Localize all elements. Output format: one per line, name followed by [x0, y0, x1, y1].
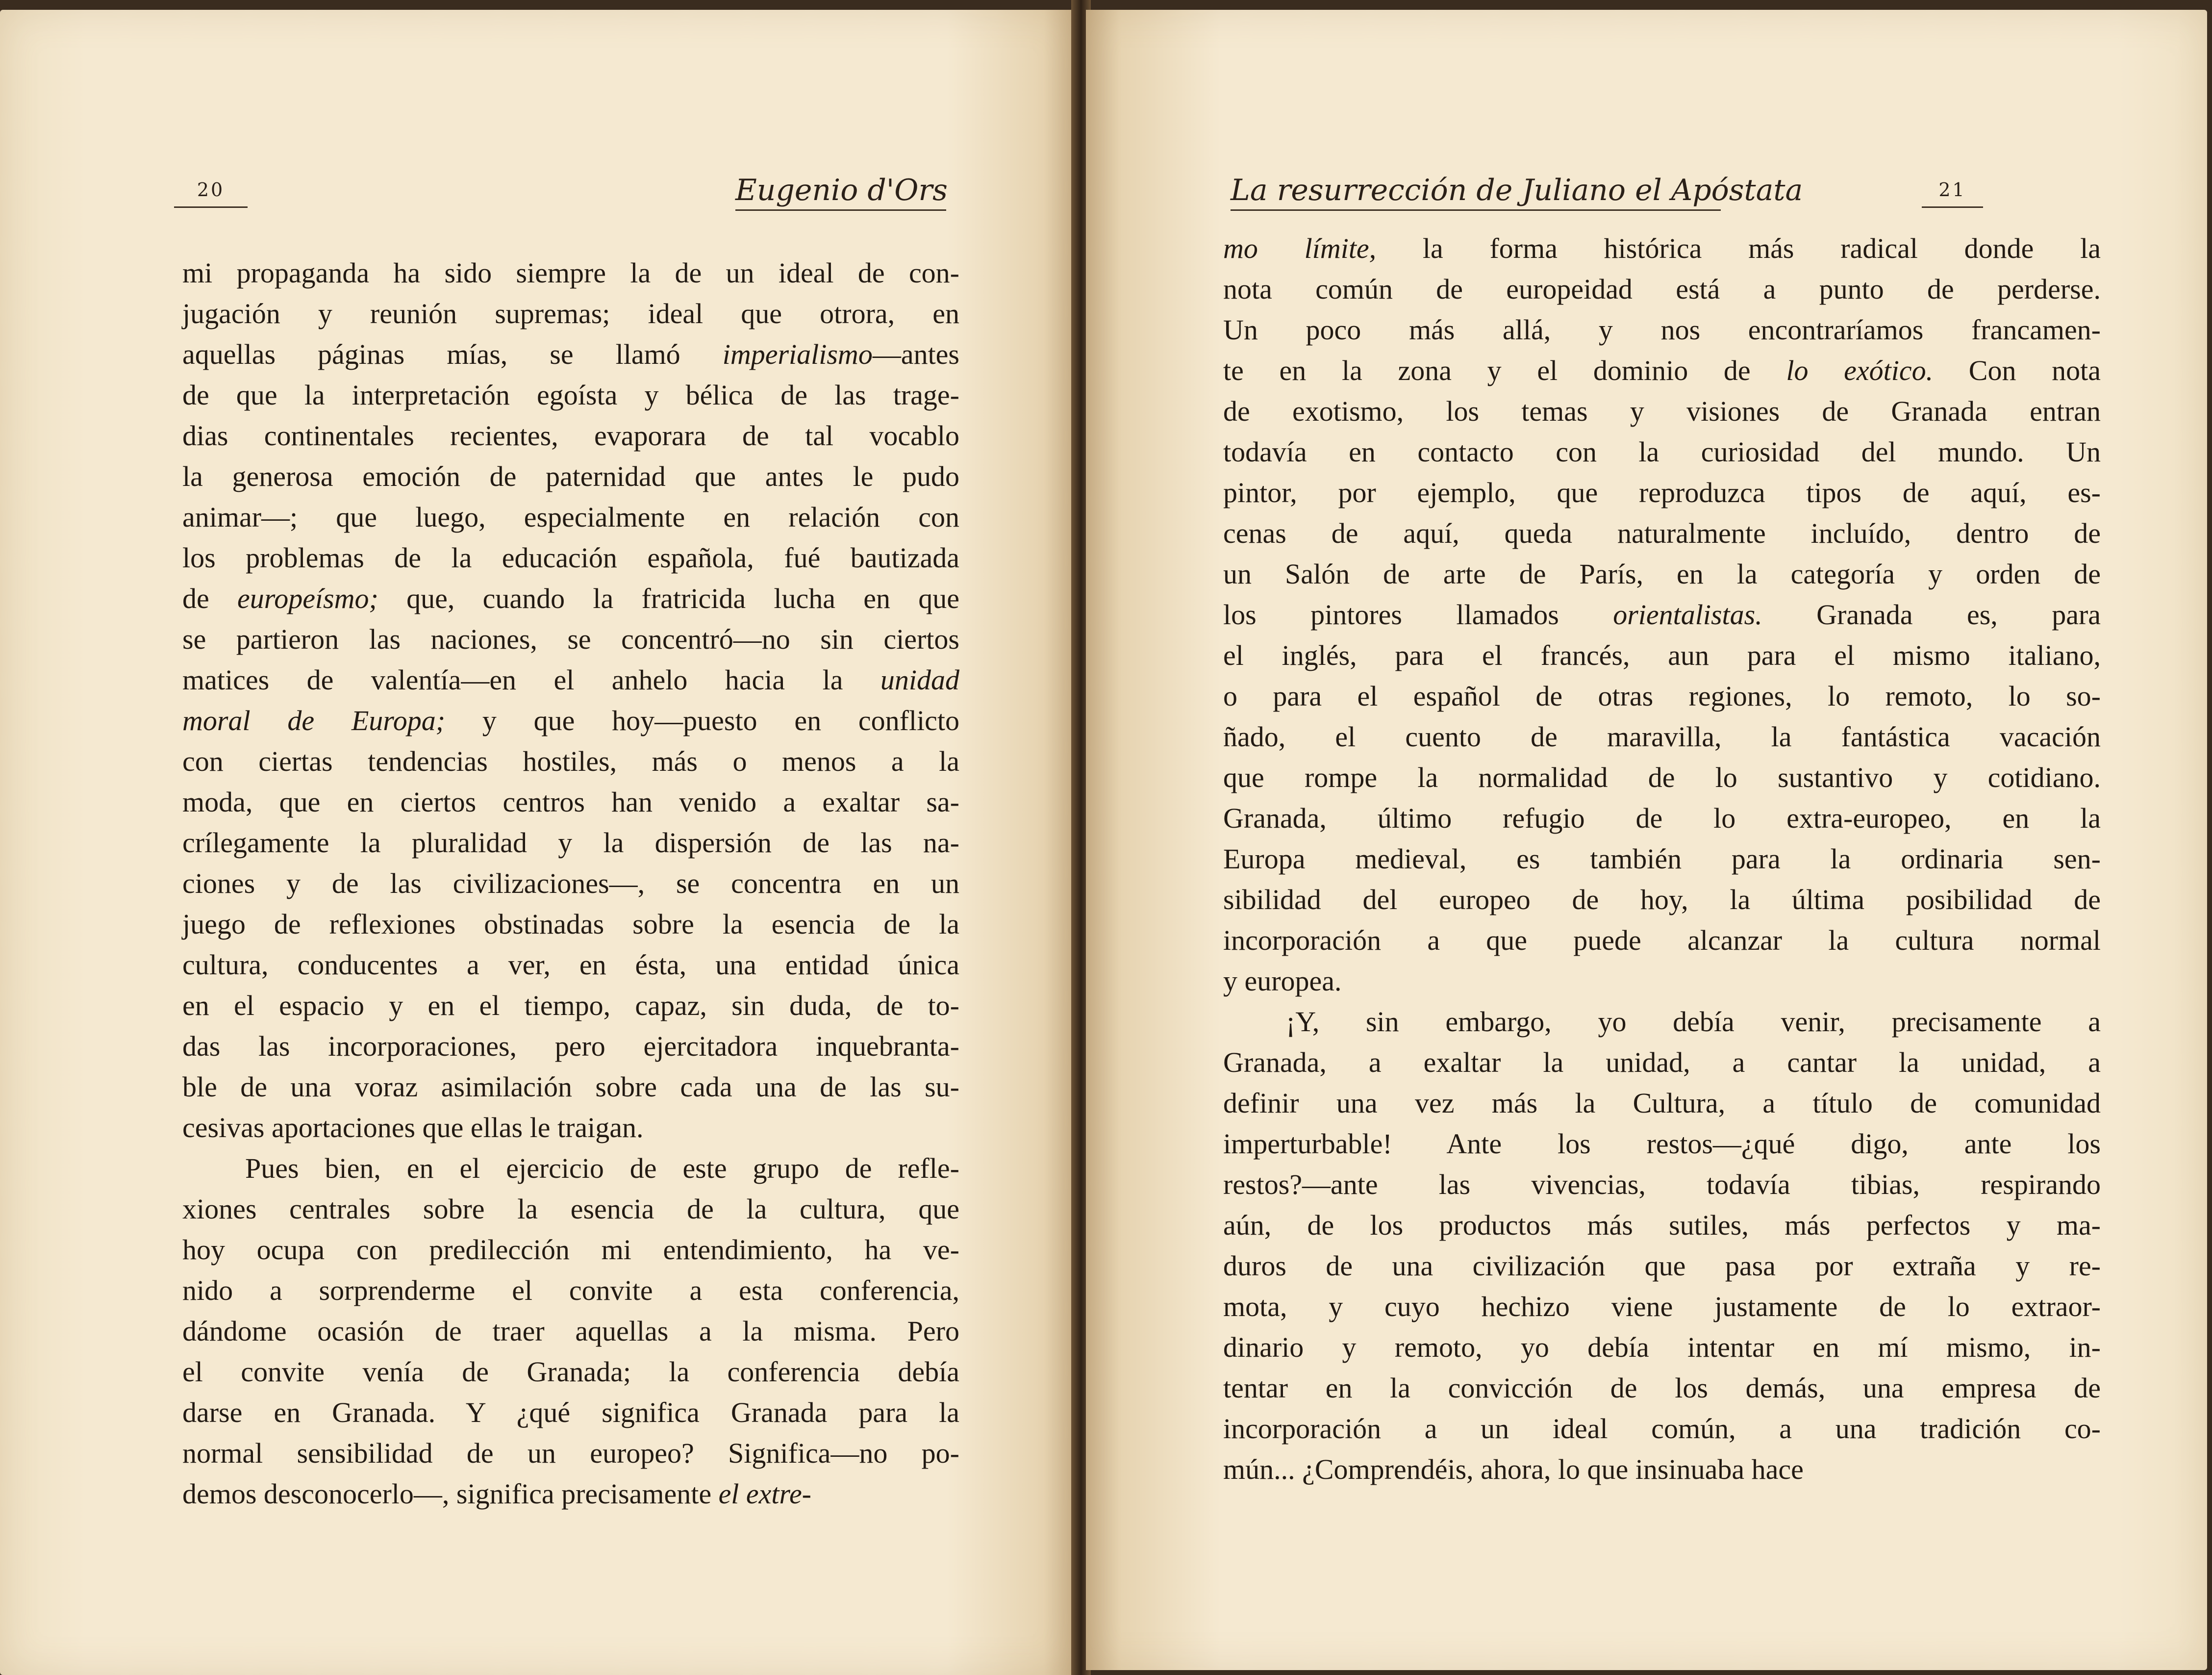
text-line: de que la interpretación egoísta y bélica de las trage-: [182, 379, 959, 411]
text-line: Un poco más allá, y nos encontraríamos francamen-: [1223, 314, 2101, 346]
text-line: animar—; que luego, especialmente en relación con: [182, 501, 959, 533]
text-line: normal sensibilidad de un europeo? Significa—no po-: [182, 1437, 959, 1469]
page-number: 20: [174, 179, 248, 208]
right-page: [1086, 10, 2207, 1670]
left-page: [0, 10, 1076, 1675]
text-line: demos desconocerlo—, significa precisamente el extre-: [182, 1478, 811, 1510]
text-line: definir una vez más la Cultura, a título de comunidad: [1223, 1087, 2101, 1119]
text-line: el convite venía de Granada; la conferencia debía: [182, 1356, 959, 1388]
text-line: tentar en la convicción de los demás, una empresa de: [1223, 1372, 2101, 1404]
text-line: que rompe la normalidad de lo sustantivo y cotidiano.: [1223, 761, 2101, 793]
text-line: cenas de aquí, queda naturalmente incluído, dentro de: [1223, 517, 2101, 549]
text-line: se partieron las naciones, se concentró—no sin ciertos: [182, 623, 959, 655]
text-line: mún... ¿Comprendéis, ahora, lo que insinuaba hace: [1223, 1453, 1804, 1485]
text-line: jugación y reunión supremas; ideal que otrora, en: [182, 298, 959, 330]
text-line: de exotismo, los temas y visiones de Granada entran: [1223, 395, 2101, 427]
text-line: moda, que en ciertos centros han venido a exaltar sa-: [182, 786, 959, 818]
text-line: ble de una voraz asimilación sobre cada una de las su-: [182, 1071, 959, 1103]
text-line: Granada, último refugio de lo extra-europeo, en la: [1223, 802, 2101, 834]
text-line: hoy ocupa con predilección mi entendimiento, ha ve-: [182, 1234, 959, 1266]
text-line: crílegamente la pluralidad y la dispersión de las na-: [182, 827, 959, 859]
text-line: dinario y remoto, yo debía intentar en mí mismo, in-: [1223, 1331, 2101, 1363]
text-line: mota, y cuyo hechizo viene justamente de lo extraor-: [1223, 1291, 2101, 1322]
text-line: te en la zona y el dominio de lo exótico. Con nota: [1223, 355, 2101, 386]
text-line: ñado, el cuento de maravilla, la fantástica vacación: [1223, 721, 2101, 753]
running-head: Eugenio d'Ors: [735, 173, 946, 211]
text-line: darse en Granada. Y ¿qué significa Granada para la: [182, 1396, 959, 1428]
text-line: o para el español de otras regiones, lo remoto, lo so-: [1223, 680, 2101, 712]
text-line: Pues bien, en el ejercicio de este grupo de refle-: [245, 1152, 959, 1184]
body-text: [1223, 228, 2101, 1490]
text-line: Granada, a exaltar la unidad, a cantar la unidad, a: [1223, 1046, 2101, 1078]
text-line: dias continentales recientes, evaporara de tal vocablo: [182, 420, 959, 452]
text-line: xiones centrales sobre la esencia de la cultura, que: [182, 1193, 959, 1225]
text-line: imperturbable! Ante los restos—¿qué digo, ante los: [1223, 1128, 2101, 1160]
text-line: ¡Y, sin embargo, yo debía venir, precisamente a: [1286, 1006, 2101, 1038]
text-line: en el espacio y en el tiempo, capaz, sin duda, de to-: [182, 990, 959, 1021]
text-line: mi propaganda ha sido siempre la de un ideal de con-: [182, 257, 959, 289]
text-line: y europea.: [1223, 965, 1342, 997]
body-text: [182, 253, 959, 1514]
text-line: dándome ocasión de traer aquellas a la misma. Pero: [182, 1315, 959, 1347]
text-line: los pintores llamados orientalistas. Granada es, para: [1223, 599, 2101, 631]
text-line: moral de Europa; y que hoy—puesto en conflicto: [182, 705, 960, 736]
text-line: la generosa emoción de paternidad que antes le pudo: [182, 460, 959, 492]
running-head: La resurrección de Juliano el Apóstata: [1231, 173, 1721, 211]
text-line: pintor, por ejemplo, que reproduzca tipos de aquí, es-: [1223, 477, 2101, 508]
text-line: nido a sorprenderme el convite a esta conferencia,: [182, 1274, 959, 1306]
text-line: das las incorporaciones, pero ejercitadora inquebranta-: [182, 1030, 959, 1062]
text-line: aquellas páginas mías, se llamó imperialismo—antes: [182, 338, 959, 370]
text-line: un Salón de arte de París, en la categoría y orden de: [1223, 558, 2101, 590]
text-line: los problemas de la educación española, fué bautizada: [182, 542, 959, 574]
text-line: el inglés, para el francés, aun para el mismo italiano,: [1223, 639, 2101, 671]
page-number: 21: [1922, 179, 1983, 208]
text-line: de europeísmo; que, cuando la fratricida lucha en que: [182, 583, 959, 614]
text-line: aún, de los productos más sutiles, más perfectos y ma-: [1223, 1209, 2101, 1241]
text-line: mo límite, la forma histórica más radical donde la: [1223, 232, 2101, 264]
text-line: Europa medieval, es también para la ordinaria sen-: [1223, 843, 2101, 875]
text-line: incorporación a que puede alcanzar la cultura normal: [1223, 924, 2101, 956]
text-line: cultura, conducentes a ver, en ésta, una entidad única: [182, 949, 959, 981]
text-line: sibilidad del europeo de hoy, la última posibilidad de: [1223, 884, 2101, 915]
text-line: juego de reflexiones obstinadas sobre la esencia de la: [182, 908, 959, 940]
text-line: duros de una civilización que pasa por extraña y re-: [1223, 1250, 2101, 1282]
text-line: incorporación a un ideal común, a una tradición co-: [1223, 1413, 2101, 1445]
text-line: cesivas aportaciones que ellas le traigan.: [182, 1112, 644, 1143]
text-line: todavía en contacto con la curiosidad del mundo. Un: [1223, 436, 2101, 468]
text-line: nota común de europeidad está a punto de perderse.: [1223, 273, 2101, 305]
text-line: matices de valentía—en el anhelo hacia la unidad: [182, 664, 959, 696]
text-line: ciones y de las civilizaciones—, se concentra en un: [182, 867, 959, 899]
text-line: con ciertas tendencias hostiles, más o menos a la: [182, 745, 959, 777]
text-line: restos?—ante las vivencias, todavía tibias, respirando: [1223, 1168, 2101, 1200]
